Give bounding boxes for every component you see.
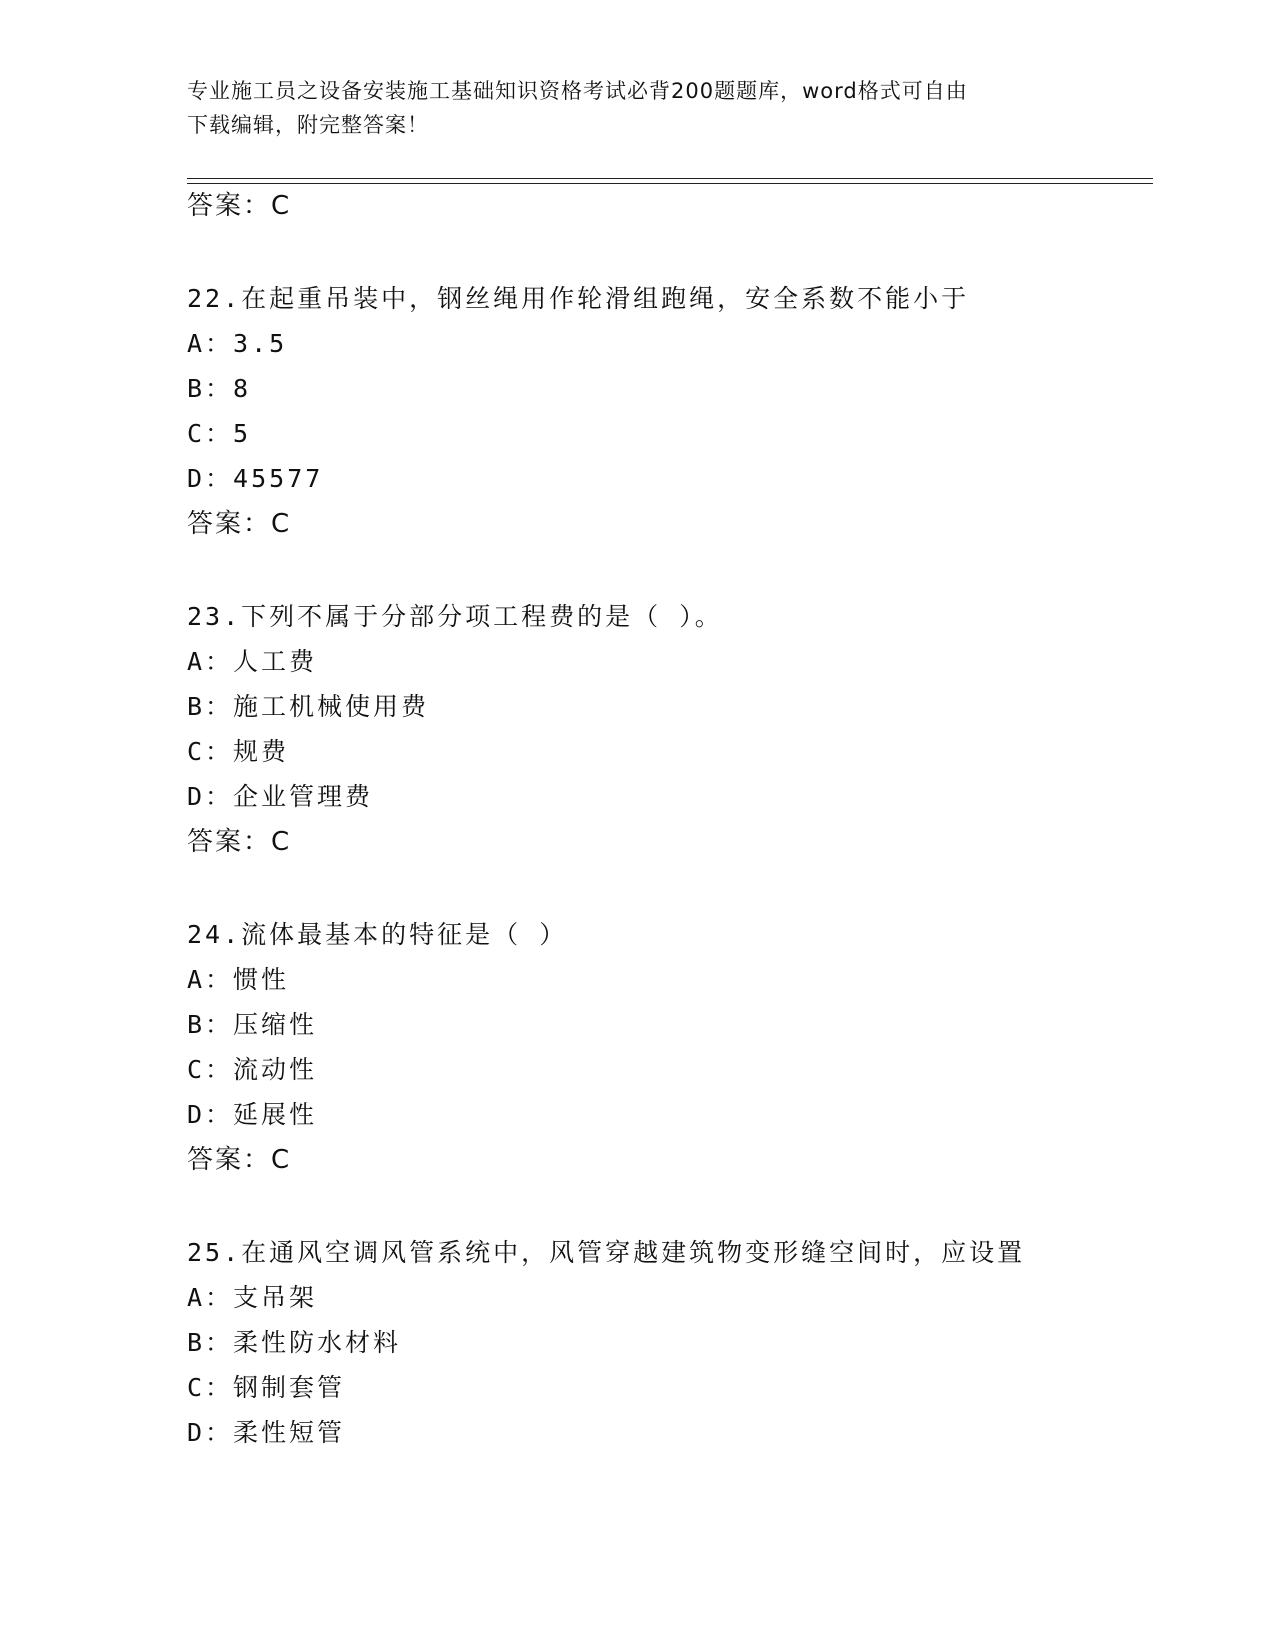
option-c: C：5	[187, 419, 252, 448]
option-d: D：企业管理费	[187, 782, 374, 811]
answer-line: 答案：C	[187, 191, 292, 221]
header-divider-bottom	[187, 183, 1153, 184]
option-d: D：45577	[187, 464, 324, 493]
option-c: C：流动性	[187, 1055, 318, 1084]
header-line-2: 下载编辑，附完整答案！	[187, 113, 429, 137]
option-a: A：支吊架	[187, 1283, 318, 1312]
question-stem: 24.流体最基本的特征是（ ）	[187, 920, 568, 949]
header-divider-top	[187, 178, 1153, 179]
question-stem: 22.在起重吊装中，钢丝绳用作轮滑组跑绳，安全系数不能小于	[187, 284, 970, 313]
option-b: B：压缩性	[187, 1010, 318, 1039]
option-a: A：3.5	[187, 329, 288, 358]
option-d: D：延展性	[187, 1100, 318, 1129]
option-c: C：钢制套管	[187, 1373, 346, 1402]
option-b: B：柔性防水材料	[187, 1328, 402, 1357]
header-line-1: 专业施工员之设备安装施工基础知识资格考试必背200题题库，word格式可自由	[187, 79, 968, 103]
option-c: C：规费	[187, 737, 290, 766]
document-header	[187, 74, 1067, 142]
option-b: B：施工机械使用费	[187, 692, 430, 721]
question-stem: 25.在通风空调风管系统中，风管穿越建筑物变形缝空间时，应设置	[187, 1238, 1026, 1267]
question-stem: 23.下列不属于分部分项工程费的是（ ）。	[187, 602, 723, 631]
answer-line: 答案：C	[187, 1145, 292, 1175]
answer-line: 答案：C	[187, 509, 292, 539]
option-a: A：人工费	[187, 647, 318, 676]
option-d: D：柔性短管	[187, 1418, 346, 1447]
option-a: A：惯性	[187, 965, 290, 994]
option-b: B：8	[187, 374, 252, 403]
answer-line: 答案：C	[187, 827, 292, 857]
